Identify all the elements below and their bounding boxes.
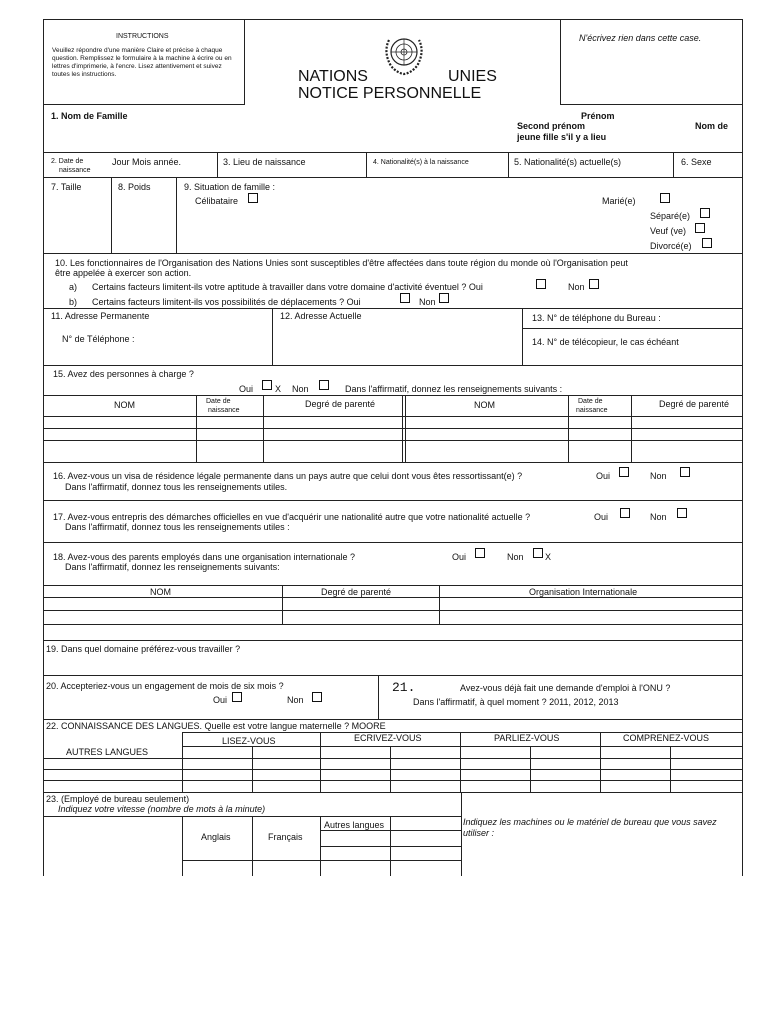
q10a-prefix: a) [69, 282, 78, 292]
q23-french: Français [268, 832, 303, 842]
q23-english: Anglais [201, 832, 231, 842]
q21-number: 21. [392, 680, 416, 695]
office-phone-label: 13. N° de téléphone du Bureau : [532, 313, 661, 323]
title-unies: UNIES [448, 68, 497, 85]
q15-col-date-2: Date de [578, 398, 603, 405]
instructions-text: Veuillez répondre d'une manière Claire et précise à chaque question. Remplissez le formulaire à la machine à écrire ou en lettres d'imprimerie, à l'encre. Lisez attentivement et suivez toutes les instructions. [52, 47, 232, 78]
divorced-label: Divorcé(e) [650, 241, 692, 251]
q21-line2: Dans l'affirmatif, à quel moment ? 2011, 2012, 2013 [413, 697, 619, 707]
maiden-name-label: jeune fille s'il y a lieu [517, 132, 607, 142]
divorced-checkbox[interactable] [702, 238, 712, 248]
q10b-text: Certains facteurs limitent-ils vos possibilités de déplacements ? Oui [92, 297, 361, 307]
q18-col-degree: Degré de parenté [321, 587, 392, 597]
q23-machines: Indiquez les machines ou le matériel de bureau que vous savez utiliser : [463, 817, 717, 838]
q10a-text: Certains facteurs limitent-ils votre aptitude à travailler dans votre domaine d'activité éventuel ? Oui [92, 282, 483, 292]
q20-non-label: Non [287, 695, 304, 705]
q22-read: LISEZ-VOUS [222, 736, 276, 746]
q21-line1: Avez-vous déjà fait une demande d'emploi à l'ONU ? [460, 683, 671, 693]
q17-line2: Dans l'affirmatif, donnez tous les renseignements utiles : [65, 522, 290, 532]
q20-oui-checkbox[interactable] [232, 692, 242, 702]
q15-col-degree-2: Degré de parenté [659, 399, 730, 409]
q15-col-date-1: Date de [206, 398, 231, 405]
q18-line1: 18. Avez-vous des parents employés dans une organisation internationale ? [53, 552, 356, 562]
married-checkbox[interactable] [660, 193, 670, 203]
single-label: Célibataire [195, 196, 239, 206]
weight-label: 8. Poids [118, 182, 151, 192]
q16-oui-label: Oui [596, 471, 611, 481]
sex-label: 6. Sexe [681, 157, 712, 167]
q16-non-checkbox[interactable] [680, 467, 690, 477]
title-nations: NATIONS [298, 68, 368, 85]
nationality-birth-label: 4. Nationalité(s) à la naissance [373, 159, 469, 166]
q10b-oui-checkbox[interactable] [400, 293, 410, 303]
q18-oui-checkbox[interactable] [475, 548, 485, 558]
q15-x-mark: X [275, 384, 282, 394]
q15-col-date-1b: naissance [208, 407, 240, 414]
q23-line1: 23. (Employé de bureau seulement) [46, 794, 190, 804]
q15-col-date-2b: naissance [576, 407, 608, 414]
q20-non-checkbox[interactable] [312, 692, 322, 702]
q19-question: 19. Dans quel domaine préférez-vous travailler ? [46, 644, 241, 654]
q22-question: 22. CONNAISSANCE DES LANGUES. Quelle est votre langue maternelle ? MOORE [46, 721, 386, 731]
q16-line2: Dans l'affirmatif, donnez tous les renseignements utiles. [65, 482, 288, 492]
q15-col-degree-1: Degré de parenté [305, 399, 376, 409]
q17-oui-checkbox[interactable] [620, 508, 630, 518]
q15-oui-checkbox[interactable] [262, 380, 272, 390]
height-label: 7. Taille [51, 182, 82, 192]
q15-oui-label: Oui [239, 384, 254, 394]
birthdate-label: 2. Date de [51, 158, 84, 165]
marital-status-label: 9. Situation de famille : [184, 182, 276, 192]
un-emblem-icon [381, 32, 427, 76]
q15-col-nom-1: NOM [114, 400, 135, 410]
instructions-title: INSTRUCTIONS [116, 33, 169, 40]
separated-checkbox[interactable] [700, 208, 710, 218]
q17-non-checkbox[interactable] [677, 508, 687, 518]
q20-question: 20. Accepteriez-vous un engagement de mois de six mois ? [46, 681, 284, 691]
q10a-non-label: Non [568, 282, 585, 292]
corner-note: N'écrivez rien dans cette case. [579, 33, 702, 43]
q18-oui-label: Oui [452, 552, 467, 562]
nom-de-label: Nom de [695, 121, 729, 131]
q10b-non-label: Non [419, 297, 436, 307]
q10b-prefix: b) [69, 297, 78, 307]
family-name-label: 1. Nom de Famille [51, 111, 128, 121]
second-name-label: Second prénom [517, 121, 586, 131]
widowed-label: Veuf (ve) [650, 226, 687, 236]
current-address-label: 12. Adresse Actuelle [280, 311, 362, 321]
phone-label: N° de Téléphone : [62, 334, 135, 344]
q15-col-nom-2: NOM [474, 400, 495, 410]
first-name-label: Prénom [581, 111, 615, 121]
married-label: Marié(e) [602, 196, 636, 206]
q18-col-nom: NOM [150, 587, 171, 597]
widowed-checkbox[interactable] [695, 223, 705, 233]
q16-non-label: Non [650, 471, 667, 481]
form-title: NOTICE PERSONNELLE [298, 85, 482, 102]
q18-col-org: Organisation Internationale [529, 587, 638, 597]
permanent-address-label: 11. Adresse Permanente [51, 311, 150, 321]
q18-non-checkbox[interactable] [533, 548, 543, 558]
q15-question: 15. Avez des personnes à charge ? [53, 369, 194, 379]
q22-write: ECRIVEZ-VOUS [354, 733, 422, 743]
q22-understand: COMPRENEZ-VOUS [623, 733, 710, 743]
q15-if-yes: Dans l'affirmatif, donnez les renseignements suivants : [345, 384, 563, 394]
q15-non-checkbox[interactable] [319, 380, 329, 390]
separated-label: Séparé(e) [650, 211, 691, 221]
birthplace-label: 3. Lieu de naissance [223, 157, 306, 167]
q20-oui-label: Oui [213, 695, 228, 705]
q16-oui-checkbox[interactable] [619, 467, 629, 477]
q10-line2: être appelée à exercer son action. [55, 268, 192, 278]
q10-line1: 10. Les fonctionnaires de l'Organisation des Nations Unies sont susceptibles d'être affectées dans toute région du monde où l'Organisation peut [55, 258, 628, 268]
q10a-non-checkbox[interactable] [589, 279, 599, 289]
q18-x-mark: X [545, 552, 552, 562]
single-checkbox[interactable] [248, 193, 258, 203]
birthdate-label-2: naissance [59, 167, 91, 174]
date-parts-label: Jour Mois année. [112, 157, 182, 167]
q17-non-label: Non [650, 512, 667, 522]
q22-other-langs: AUTRES LANGUES [66, 747, 149, 757]
q10b-non-checkbox[interactable] [439, 293, 449, 303]
q22-speak: PARLIEZ-VOUS [494, 733, 560, 743]
q23-line2: Indiquez votre vitesse (nombre de mots à la minute) [58, 804, 266, 814]
q18-line2: Dans l'affirmatif, donnez les renseignements suivants: [65, 562, 280, 572]
q18-non-label: Non [507, 552, 524, 562]
q16-line1: 16. Avez-vous un visa de résidence légale permanente dans un pays autre que celui dont vous êtes ressortissant(e) ? [53, 471, 523, 481]
fax-label: 14. N° de télécopieur, le cas échéant [532, 337, 679, 347]
q17-line1: 17. Avez-vous entrepris des démarches officielles en vue d'acquérir une nationalité autre que votre nationalité actuelle ? [53, 512, 531, 522]
q15-non-label: Non [292, 384, 309, 394]
q10a-oui-checkbox[interactable] [536, 279, 546, 289]
nationality-current-label: 5. Nationalité(s) actuelle(s) [514, 157, 622, 167]
q17-oui-label: Oui [594, 512, 609, 522]
q23-other-langs: Autres langues [324, 820, 385, 830]
